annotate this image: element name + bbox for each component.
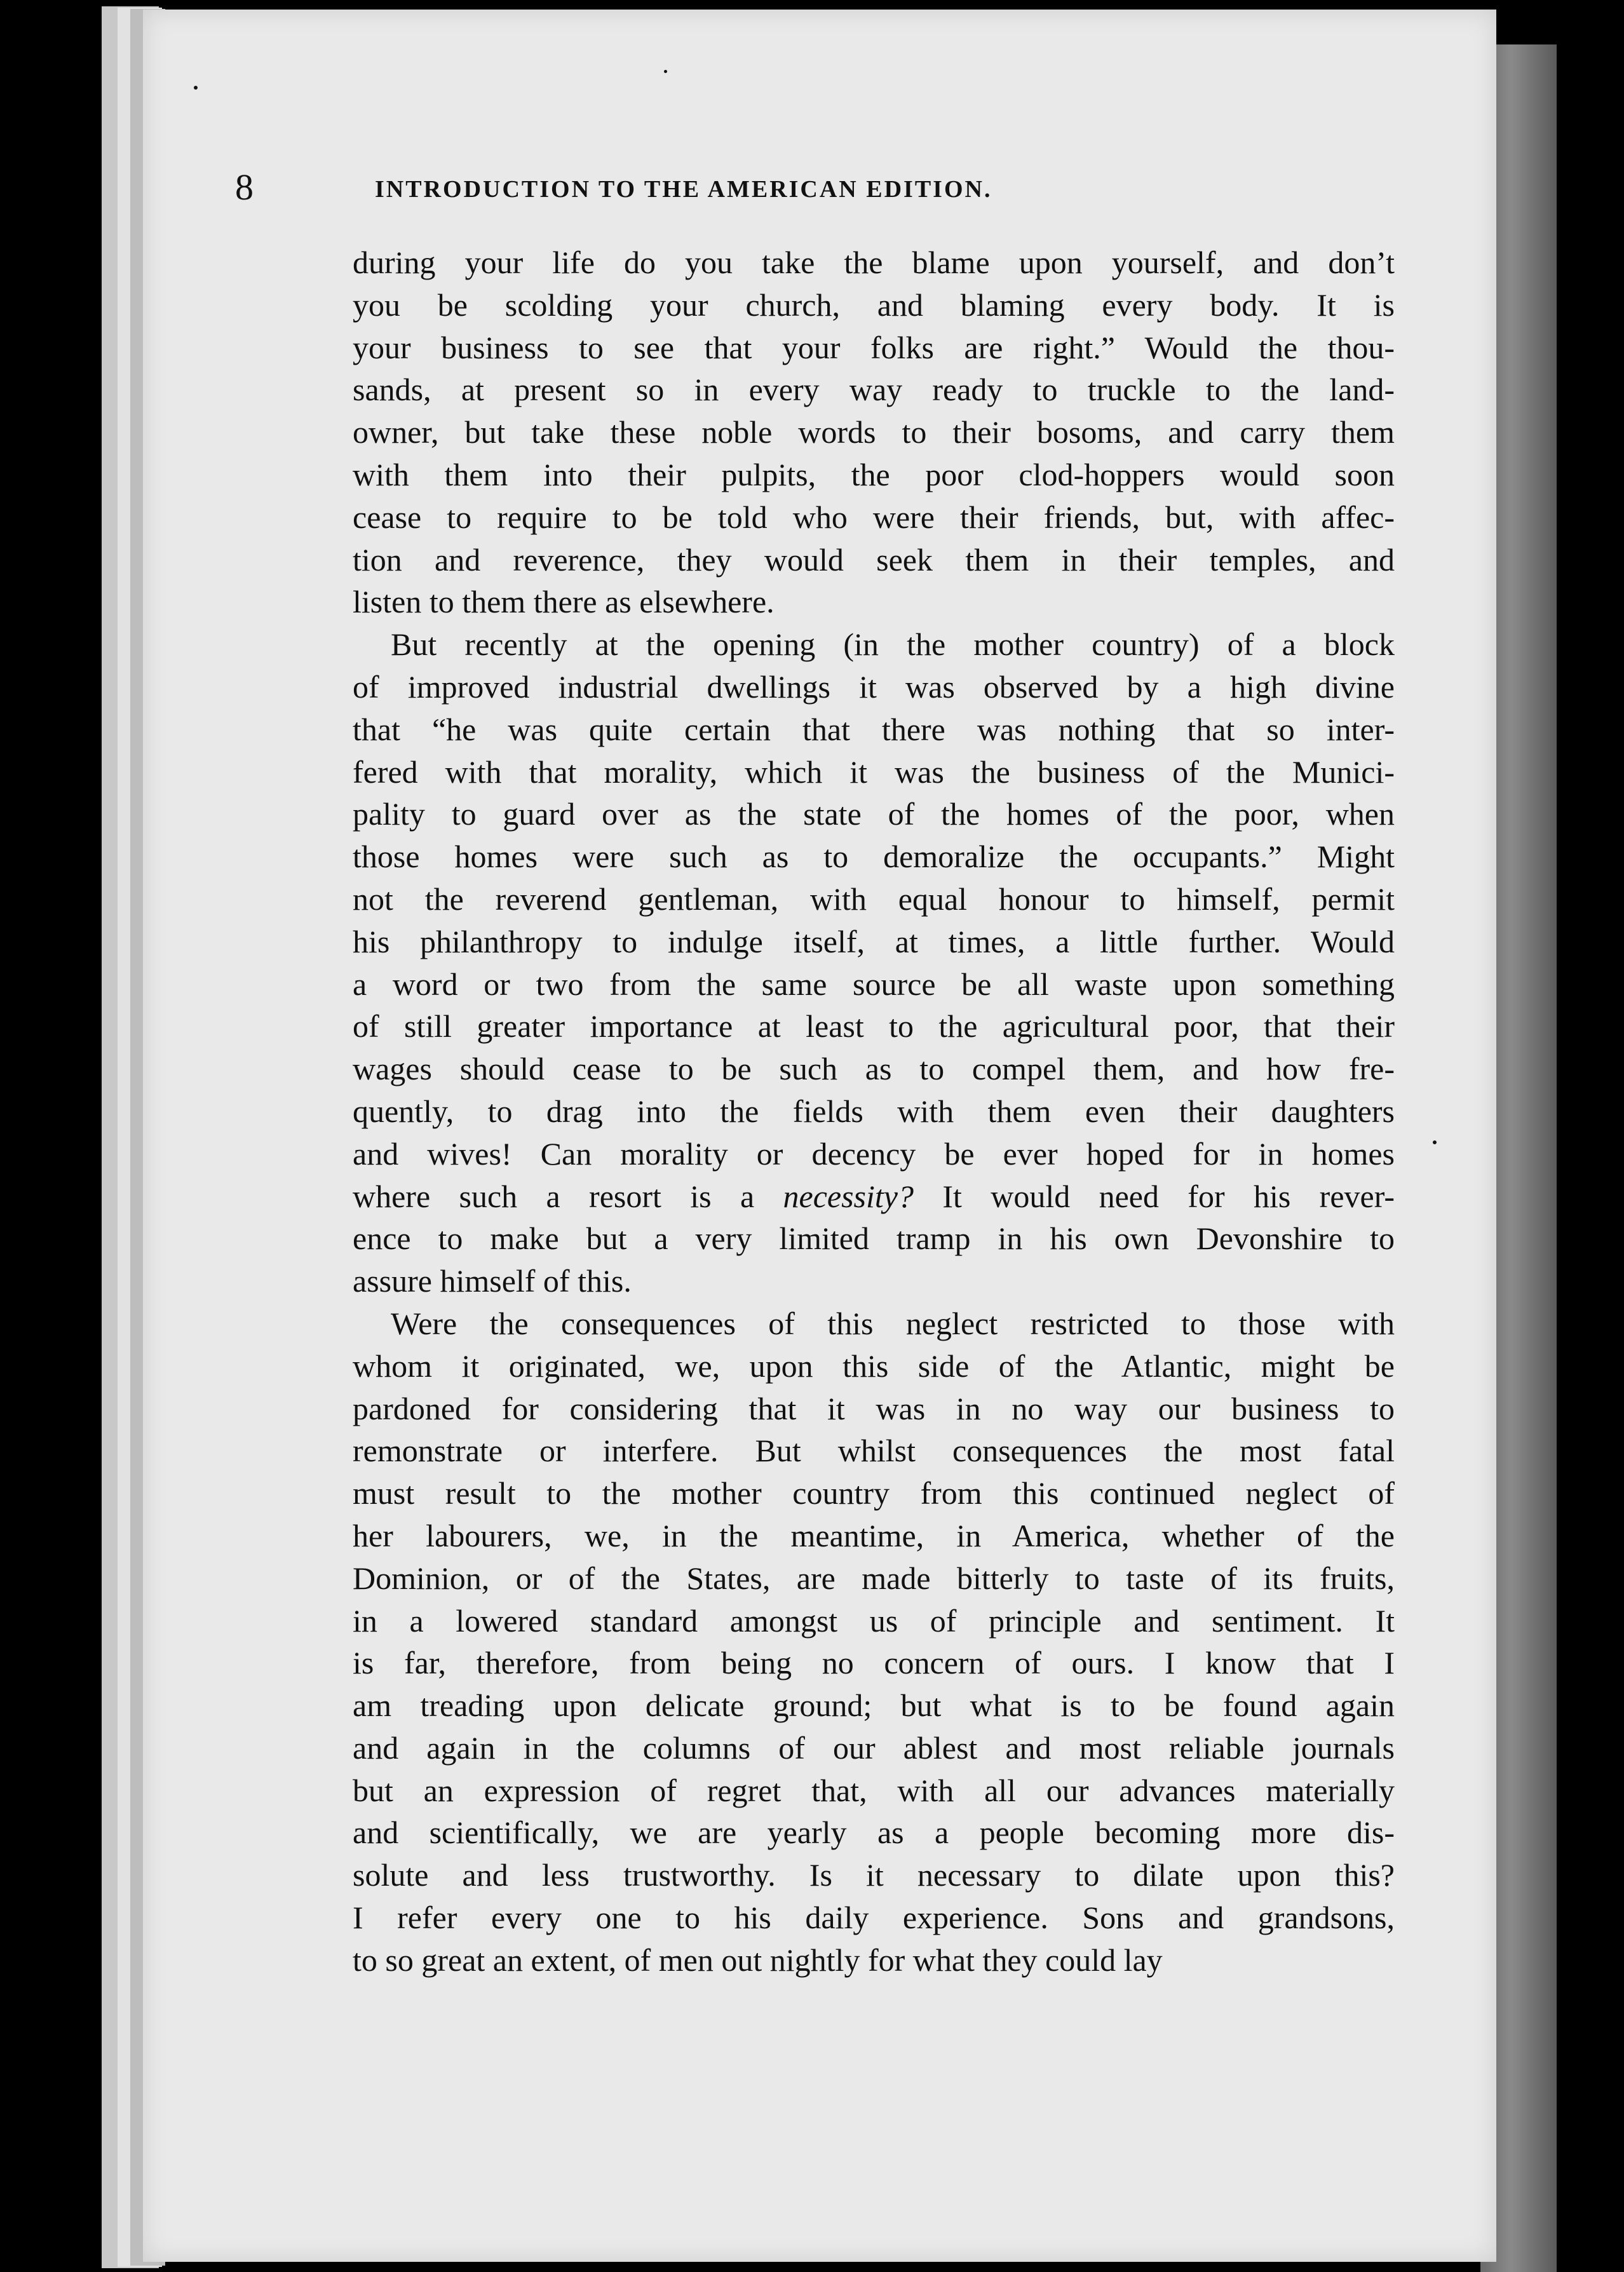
text-line: must result to the mother country from this continued neglect of	[353, 1475, 1395, 1511]
text-line: fered with that morality, which it was the business of the Munici-	[353, 754, 1395, 790]
text-line: to so great an extent, of men out nightly for what they could lay	[353, 1942, 1163, 1978]
text-line: pardoned for considering that it was in no way our business to	[353, 1390, 1395, 1426]
text-line: where such a resort is a necessity? It would need for his rever-	[353, 1178, 1395, 1214]
text-line: his philanthropy to indulge itself, at times, a little further. Would	[353, 923, 1395, 959]
text-line: and scientifically, we are yearly as a people becoming more dis-	[353, 1815, 1395, 1851]
text-line: a word or two from the same source be all waste upon something	[353, 966, 1395, 1002]
paragraph	[353, 241, 1395, 623]
ink-speck	[664, 70, 667, 73]
text-line: her labourers, we, in the meantime, in America, whether of the	[353, 1517, 1395, 1553]
page-number: 8	[235, 166, 254, 208]
text-line: Were the consequences of this neglect restricted to those with	[391, 1305, 1395, 1341]
ink-speck	[194, 86, 198, 90]
ink-speck	[1433, 1140, 1437, 1144]
text-line: and again in the columns of our ablest and most reliable journals	[353, 1729, 1395, 1766]
text-line: during your life do you take the blame upon yourself, and don’t	[353, 245, 1395, 280]
text-line: sands, at present so in every way ready to truckle to the land-	[353, 372, 1395, 408]
text-line: wages should cease to be such as to compel them, and how fre-	[353, 1051, 1395, 1087]
text-line: am treading upon delicate ground; but what is to be found again	[353, 1687, 1395, 1724]
running-head: INTRODUCTION TO THE AMERICAN EDITION.	[375, 176, 992, 203]
paragraph	[353, 623, 1395, 1302]
text-line: listen to them there as elsewhere.	[353, 584, 775, 620]
text-line: is far, therefore, from being no concern of ours. I know that I	[353, 1645, 1395, 1681]
paragraph	[353, 1302, 1395, 1982]
text-line: of still greater importance at least to the agricultural poor, that their	[353, 1008, 1395, 1045]
text-line: cease to require to be told who were their friends, but, with affec-	[353, 499, 1395, 535]
text-line: but an expression of regret that, with all our advances materially	[353, 1772, 1395, 1808]
text-line: whom it originated, we, upon this side of the Atlantic, might be	[353, 1348, 1395, 1384]
text-line: But recently at the opening (in the mother country) of a block	[391, 626, 1395, 663]
text-line: assure himself of this.	[353, 1263, 632, 1299]
text-line: ence to make but a very limited tramp in his own Devonshire to	[353, 1221, 1395, 1257]
text-line: of improved industrial dwellings it was observed by a high divine	[353, 668, 1395, 705]
text-line: not the reverend gentleman, with equal honour to himself, permit	[353, 881, 1395, 917]
text-line: owner, but take these noble words to their bosoms, and carry them	[353, 414, 1395, 450]
text-line: remonstrate or interfere. But whilst consequences the most fatal	[353, 1433, 1395, 1469]
text-line: and wives! Can morality or decency be ever hoped for in homes	[353, 1135, 1395, 1172]
text-line: in a lowered standard amongst us of principle and sentiment. It	[353, 1602, 1395, 1639]
text-line: pality to guard over as the state of the homes of the poor, when	[353, 796, 1395, 832]
text-line: that “he was quite certain that there was nothing that so inter-	[353, 711, 1395, 747]
text-line: I refer every one to his daily experience. Sons and grandsons,	[353, 1900, 1395, 1936]
text-line: those homes were such as to demoralize the occupants.” Might	[353, 839, 1395, 875]
text-line: Dominion, or of the States, are made bitterly to taste of its fruits,	[353, 1560, 1395, 1596]
text-line: solute and less trustworthy. Is it necessary to dilate upon this?	[353, 1857, 1395, 1893]
text-line: tion and reverence, they would seek them in their temples, and	[353, 541, 1395, 578]
page-header	[235, 162, 1258, 213]
body-text	[353, 241, 1395, 1982]
text-line: quently, to drag into the fields with them even their daughters	[353, 1093, 1395, 1129]
text-line: with them into their pulpits, the poor clod-hoppers would soon	[353, 456, 1395, 492]
text-line: your business to see that your folks are right.” Would the thou-	[353, 329, 1395, 365]
italic-emphasis: necessity?	[783, 1178, 914, 1214]
text-line: you be scolding your church, and blaming every body. It is	[353, 287, 1395, 323]
